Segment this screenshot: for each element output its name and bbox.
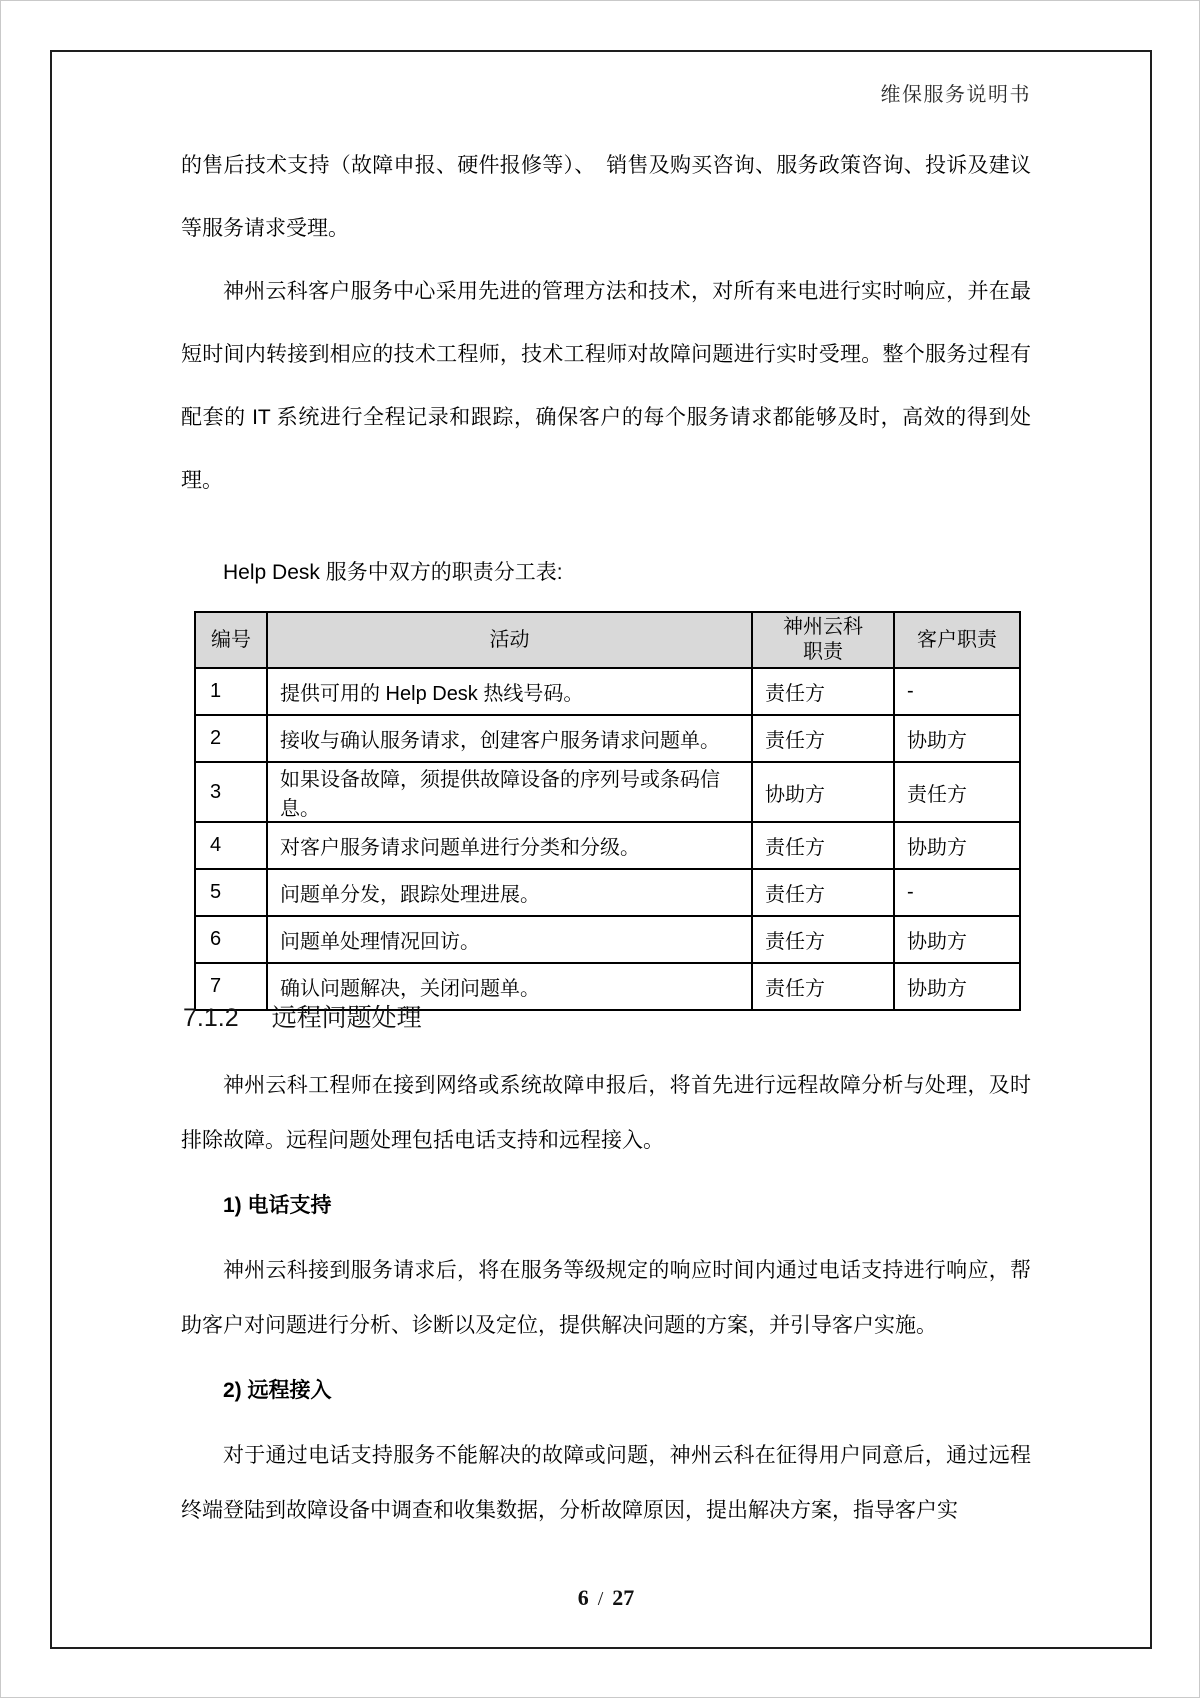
- cell-customer: 协助方: [894, 963, 1020, 1010]
- table-header-row: [195, 612, 1020, 668]
- column-header-no: 编号: [195, 612, 267, 668]
- cell-customer: 协助方: [894, 822, 1020, 869]
- cell-activity: 提供可用的 Help Desk 热线号码。: [267, 668, 752, 715]
- cell-no: 7: [195, 963, 267, 1010]
- paragraph-remote-access: 对于通过电话支持服务不能解决的故障或问题，神州云科在征得用户同意后，通过远程终端登陆到故障设备中调查和收集数据，分析故障原因，提出解决方案，指导客户实: [181, 1444, 1031, 1522]
- page-header: [181, 81, 1031, 109]
- list-item-phone-support: 1) 电话支持: [223, 1194, 332, 1217]
- cell-vendor: 责任方: [752, 822, 894, 869]
- cell-no: 2: [195, 715, 267, 762]
- cell-activity: 如果设备故障，须提供故障设备的序列号或条码信息。: [267, 762, 752, 822]
- cell-no: 6: [195, 916, 267, 963]
- cell-no: 5: [195, 869, 267, 916]
- body-text-block: [181, 134, 1031, 512]
- column-header-vendor: [752, 612, 894, 668]
- table-caption: Help Desk 服务中双方的职责分工表:: [223, 561, 563, 584]
- cell-customer: 协助方: [894, 715, 1020, 762]
- cell-vendor: 责任方: [752, 668, 894, 715]
- table-row: [195, 668, 1020, 715]
- table-row: [195, 916, 1020, 963]
- table-row: [195, 822, 1020, 869]
- cell-vendor: 责任方: [752, 715, 894, 762]
- cell-activity: 问题单处理情况回访。: [267, 916, 752, 963]
- page-number-separator: /: [597, 1588, 604, 1610]
- cell-vendor: 责任方: [752, 869, 894, 916]
- cell-activity: 确认问题解决，关闭问题单。: [267, 963, 752, 1010]
- section-title: 远程问题处理: [271, 1004, 422, 1032]
- cell-customer: 责任方: [894, 762, 1020, 822]
- paragraph-remote-handling: 神州云科工程师在接到网络或系统故障申报后，将首先进行远程故障分析与处理，及时排除故障。远程问题处理包括电话支持和远程接入。: [181, 1074, 1031, 1152]
- cell-vendor: 责任方: [752, 963, 894, 1010]
- section-heading: [183, 1001, 1043, 1035]
- page-number-current: 6: [577, 1585, 589, 1610]
- cell-customer: -: [894, 869, 1020, 916]
- cell-activity: 问题单分发，跟踪处理进展。: [267, 869, 752, 916]
- document-title: 维保服务说明书: [880, 84, 1031, 106]
- paragraph-service-center: 神州云科客户服务中心采用先进的管理方法和技术，对所有来电进行实时响应，并在最短时间内转接到相应的技术工程师，技术工程师对故障问题进行实时受理。整个服务过程有配套的 IT 系统进行全程记录和跟踪，确保客户的每个服务请求都能够及时，高效的得到处理。: [181, 280, 1031, 492]
- paragraph-continuation: 的售后技术支持（故障申报、硬件报修等）、 销售及购买咨询、服务政策咨询、投诉及建议等服务请求受理。: [181, 154, 1031, 240]
- page-footer: [181, 1583, 1031, 1614]
- table-row: [195, 762, 1020, 822]
- table-row: [195, 869, 1020, 916]
- responsibility-table: [194, 611, 1021, 1011]
- cell-vendor: 责任方: [752, 916, 894, 963]
- column-header-activity: 活动: [267, 612, 752, 668]
- page-number-total: 27: [612, 1585, 635, 1610]
- column-header-customer: 客户职责: [894, 612, 1020, 668]
- list-item-remote-access: 2) 远程接入: [223, 1379, 332, 1402]
- cell-no: 1: [195, 668, 267, 715]
- cell-customer: -: [894, 668, 1020, 715]
- column-header-vendor-line2: 职责: [803, 641, 843, 663]
- cell-no: 4: [195, 822, 267, 869]
- paragraph-phone-support: 神州云科接到服务请求后，将在服务等级规定的响应时间内通过电话支持进行响应，帮助客户对问题进行分析、诊断以及定位，提供解决问题的方案，并引导客户实施。: [181, 1259, 1031, 1337]
- cell-activity: 对客户服务请求问题单进行分类和分级。: [267, 822, 752, 869]
- column-header-vendor-line1: 神州云科: [783, 616, 863, 638]
- cell-vendor: 协助方: [752, 762, 894, 822]
- cell-customer: 协助方: [894, 916, 1020, 963]
- section-number: 7.1.2: [183, 1004, 239, 1032]
- cell-no: 3: [195, 762, 267, 822]
- cell-activity: 接收与确认服务请求，创建客户服务请求问题单。: [267, 715, 752, 762]
- table-row: [195, 715, 1020, 762]
